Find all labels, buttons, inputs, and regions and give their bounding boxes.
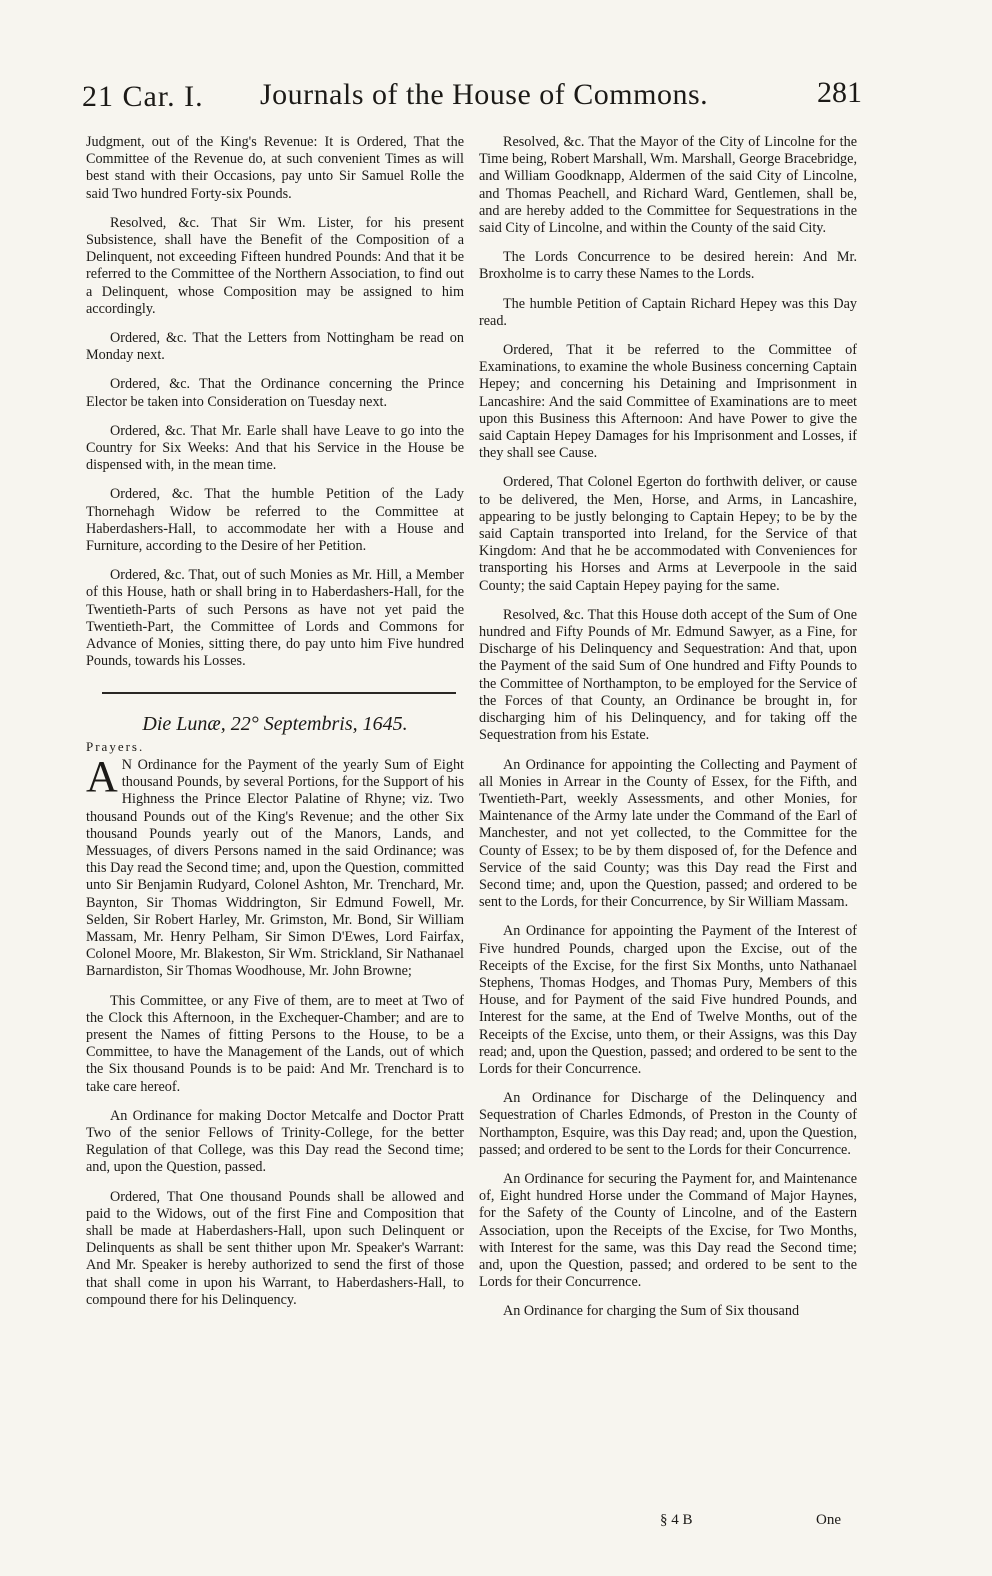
journal-title: Journals of the House of Commons. bbox=[260, 78, 709, 111]
paragraph: An Ordinance for securing the Payment for, and Maintenance of, Eight hundred Horse under the Command of Major Haynes, for the Safety of the County of Lincolne, and of the Eastern Association, upon the Receipts of the Excise, for Two Months, with Interest for the same, was this Day read the Second time; and, upon the Question, passed; and ordered to be sent to the Lords for their Concurrence. bbox=[479, 1170, 857, 1291]
paragraph: This Committee, or any Five of them, are to meet at Two of the Clock this Afternoon, in the Exchequer-Chamber; and are to present the Names of fitting Persons to the House, to be a Committee, to have the Management of the Lands, out of which the Six thousand Pounds is to be paid: And Mr. Trenchard is to take care hereof. bbox=[86, 992, 464, 1095]
signature-mark: § 4 B bbox=[660, 1512, 693, 1528]
paragraph: Resolved, &c. That Sir Wm. Lister, for his present Subsistence, shall have the Benefit of the Composition of a Delinquent, not exceeding Fifteen hundred Pounds: And that it be referred to the Committee of the Northern Association, to find out a Delinquent, whose Composition may be assigned to him accordingly. bbox=[86, 214, 464, 317]
paragraph: The humble Petition of Captain Richard Hepey was this Day read. bbox=[479, 295, 857, 329]
paragraph: Ordered, &c. That Mr. Earle shall have Leave to go into the Country for Six Weeks: And that his Service in the House be dispensed with, in the mean time. bbox=[86, 422, 464, 474]
paragraph: An Ordinance for making Doctor Metcalfe and Doctor Pratt Two of the senior Fellows of Trinity-College, for the better Regulation of that College, was this Day read the Second time; and, upon the Question, passed. bbox=[86, 1107, 464, 1176]
paragraph: Ordered, &c. That the humble Petition of the Lady Thornehagh Widow be referred to the Committee at Haberdashers-Hall, to accommodate her with a House and Furniture, according to the Desire of her Petition. bbox=[86, 486, 464, 555]
paragraph: The Lords Concurrence to be desired herein: And Mr. Broxholme is to carry these Names to the Lords. bbox=[479, 249, 857, 283]
catchword: One bbox=[816, 1512, 841, 1528]
paragraph: Ordered, &c. That, out of such Monies as Mr. Hill, a Member of this House, hath or shall bring in to Haberdashers-Hall, for the Twentieth-Parts of such Persons as have not yet paid the Twentieth-Part, the Committee of Lords and Commons for Advance of Monies, sitting there, do pay unto him Five hundred Pounds, towards his Losses. bbox=[86, 567, 464, 670]
paragraph: An Ordinance for appointing the Payment of the Interest of Five hundred Pounds, charged upon the Excise, out of the Receipts of the Excise, for the first Six Months, unto Nathanael Stephens, Thomas Hodges, and Thomas Pury, Members of this House, and for Payment of the said Five hundred Pounds, and Interest for the same, at the End of Twelve Months, out of the Receipts of the Excise, unto them, or their Assigns, was this Day read; and, upon the Question, passed; and ordered to be sent to the Lords for their Concurrence. bbox=[479, 923, 857, 1077]
paragraph: Ordered, That One thousand Pounds shall be allowed and paid to the Widows, out of the first Fine and Composition that shall be made at Haberdashers-Hall, upon such Delinquent or Delinquents as shall be sent thither upon Mr. Speaker's Warrant: And Mr. Speaker is hereby authorized to send the first of those that shall come in upon his Warrant, to Haberdashers-Hall, to compound there for his Delinquency. bbox=[86, 1188, 464, 1308]
ordinance-text: N Ordinance for the Payment of the yearly Sum of Eight thousand Pounds, by several Portions, for the Support of his Highness the Prince Elector Palatine of Rhyne; viz. Two thousand Pounds out of the King's Revenue; and the other Six thousand Pounds yearly out of the Manors, Lands, and Messuages, of divers Persons named in the said Ordinance; was this Day read the Second time; and, upon the Question, committed unto Sir Benjamin Rudyard, Colonel Ashton, Mr. Trenchard, Mr. Baynton, Sir Thomas Widdrington, Sir Edmund Fowell, Mr. Selden, Sir Robert Harley, Mr. Grimston, Mr. Bond, Sir William Massam, Mr. Henry Pelham, Sir Simon D'Ewes, Lord Fairfax, Colonel Moore, Mr. Blakeston, Sir Wm. Strickland, Sir Nathanael Barnardiston, Sir Thomas Woodhouse, Mr. John Browne; bbox=[86, 756, 464, 980]
section-divider bbox=[102, 692, 456, 694]
paragraph: Ordered, &c. That the Ordinance concerning the Prince Elector be taken into Consideration on Tuesday next. bbox=[86, 376, 464, 410]
date-heading: Die Lunæ, 22° Septembris, 1645. bbox=[142, 713, 408, 736]
left-column bbox=[86, 134, 464, 1321]
right-column bbox=[479, 134, 857, 1333]
page-number: 281 bbox=[817, 76, 862, 109]
paragraph: An Ordinance for Discharge of the Delinquency and Sequestration of Charles Edmonds, of Preston in the County of Northampton, Esquire, was this Day read; and, upon the Question, passed; and ordered to be sent to the Lords for their Concurrence. bbox=[479, 1090, 857, 1158]
paragraph: An Ordinance for charging the Sum of Six thousand bbox=[503, 1303, 800, 1320]
drop-cap: A bbox=[86, 751, 118, 801]
paragraph: Judgment, out of the King's Revenue: It is Ordered, That the Committee of the Revenue do, at such convenient Times as will best stand with their Occasions, pay unto Sir Samuel Rolle the said Two hundred Forty-six Pounds. bbox=[86, 134, 464, 202]
ordinance-paragraph bbox=[86, 751, 464, 981]
paragraph: An Ordinance for appointing the Collecting and Payment of all Monies in Arrear in the County of Essex, for the Fifth, and Twentieth-Part, weekly Assessments, and other Monies, for Maintenance of the Army late under the Command of the Earl of Manchester, and not yet collected, to the Committee for the County of Essex; to be by them disposed of, for the Defence and Service of the said County; was this Day read the First and Second time; and, upon the Question, passed; and ordered to be sent to the Lords, for their Concurrence, by Sir William Massam. bbox=[479, 756, 857, 911]
prayers-heading: Prayers. bbox=[86, 738, 145, 754]
paragraph: Ordered, That it be referred to the Committee of Examinations, to examine the whole Business concerning Captain Hepey; and concerning his Detaining and Imprisonment in Lancashire: And the said Committee of Examinations are to meet upon this Business this Afternoon: And have Power to give the said Captain Hepey Damages for his Imprisonment and Losses, if they shall see Cause. bbox=[479, 342, 857, 462]
paragraph: Resolved, &c. That the Mayor of the City of Lincolne for the Time being, Robert Marshall, Wm. Marshall, George Bracebridge, and William Goodknapp, Aldermen of the said City of Lincolne, and Thomas Peachell, and Richard Ward, Gentlemen, shall be, and are hereby added to the Committee for Sequestrations in the said City of Lincolne, and within the County of the said City. bbox=[479, 134, 857, 237]
paragraph: Ordered, &c. That the Letters from Nottingham be read on Monday next. bbox=[86, 330, 464, 364]
paragraph: Ordered, That Colonel Egerton do forthwith deliver, or cause to be delivered, the Men, Horse, and Arms, in Lancashire, appearing to be justly belonging to Captain Hepey; to be by the said Captain transported into Ireland, for the Service of that Kingdom: And that he be accommodated with Conveniences for transporting his Horses and Arms at Leverpoole in the said County; the said Captain Hepey paying for the same. bbox=[479, 474, 857, 594]
paragraph: Resolved, &c. That this House doth accept of the Sum of One hundred and Fifty Pounds of Mr. Edmund Sawyer, as a Fine, for Discharge of his Delinquency and Sequestration: And that, upon the Payment of the said Sum of One hundred and Fifty Pounds to the Committee of Northampton, to be employed for the Service of the Forces of that County, an Ordinance be brought in, for discharging him of his Delinquency, and for taking off the Sequestration from his Estate. bbox=[479, 606, 857, 744]
running-header bbox=[82, 70, 862, 130]
regnal-year: 21 Car. I. bbox=[82, 80, 204, 113]
